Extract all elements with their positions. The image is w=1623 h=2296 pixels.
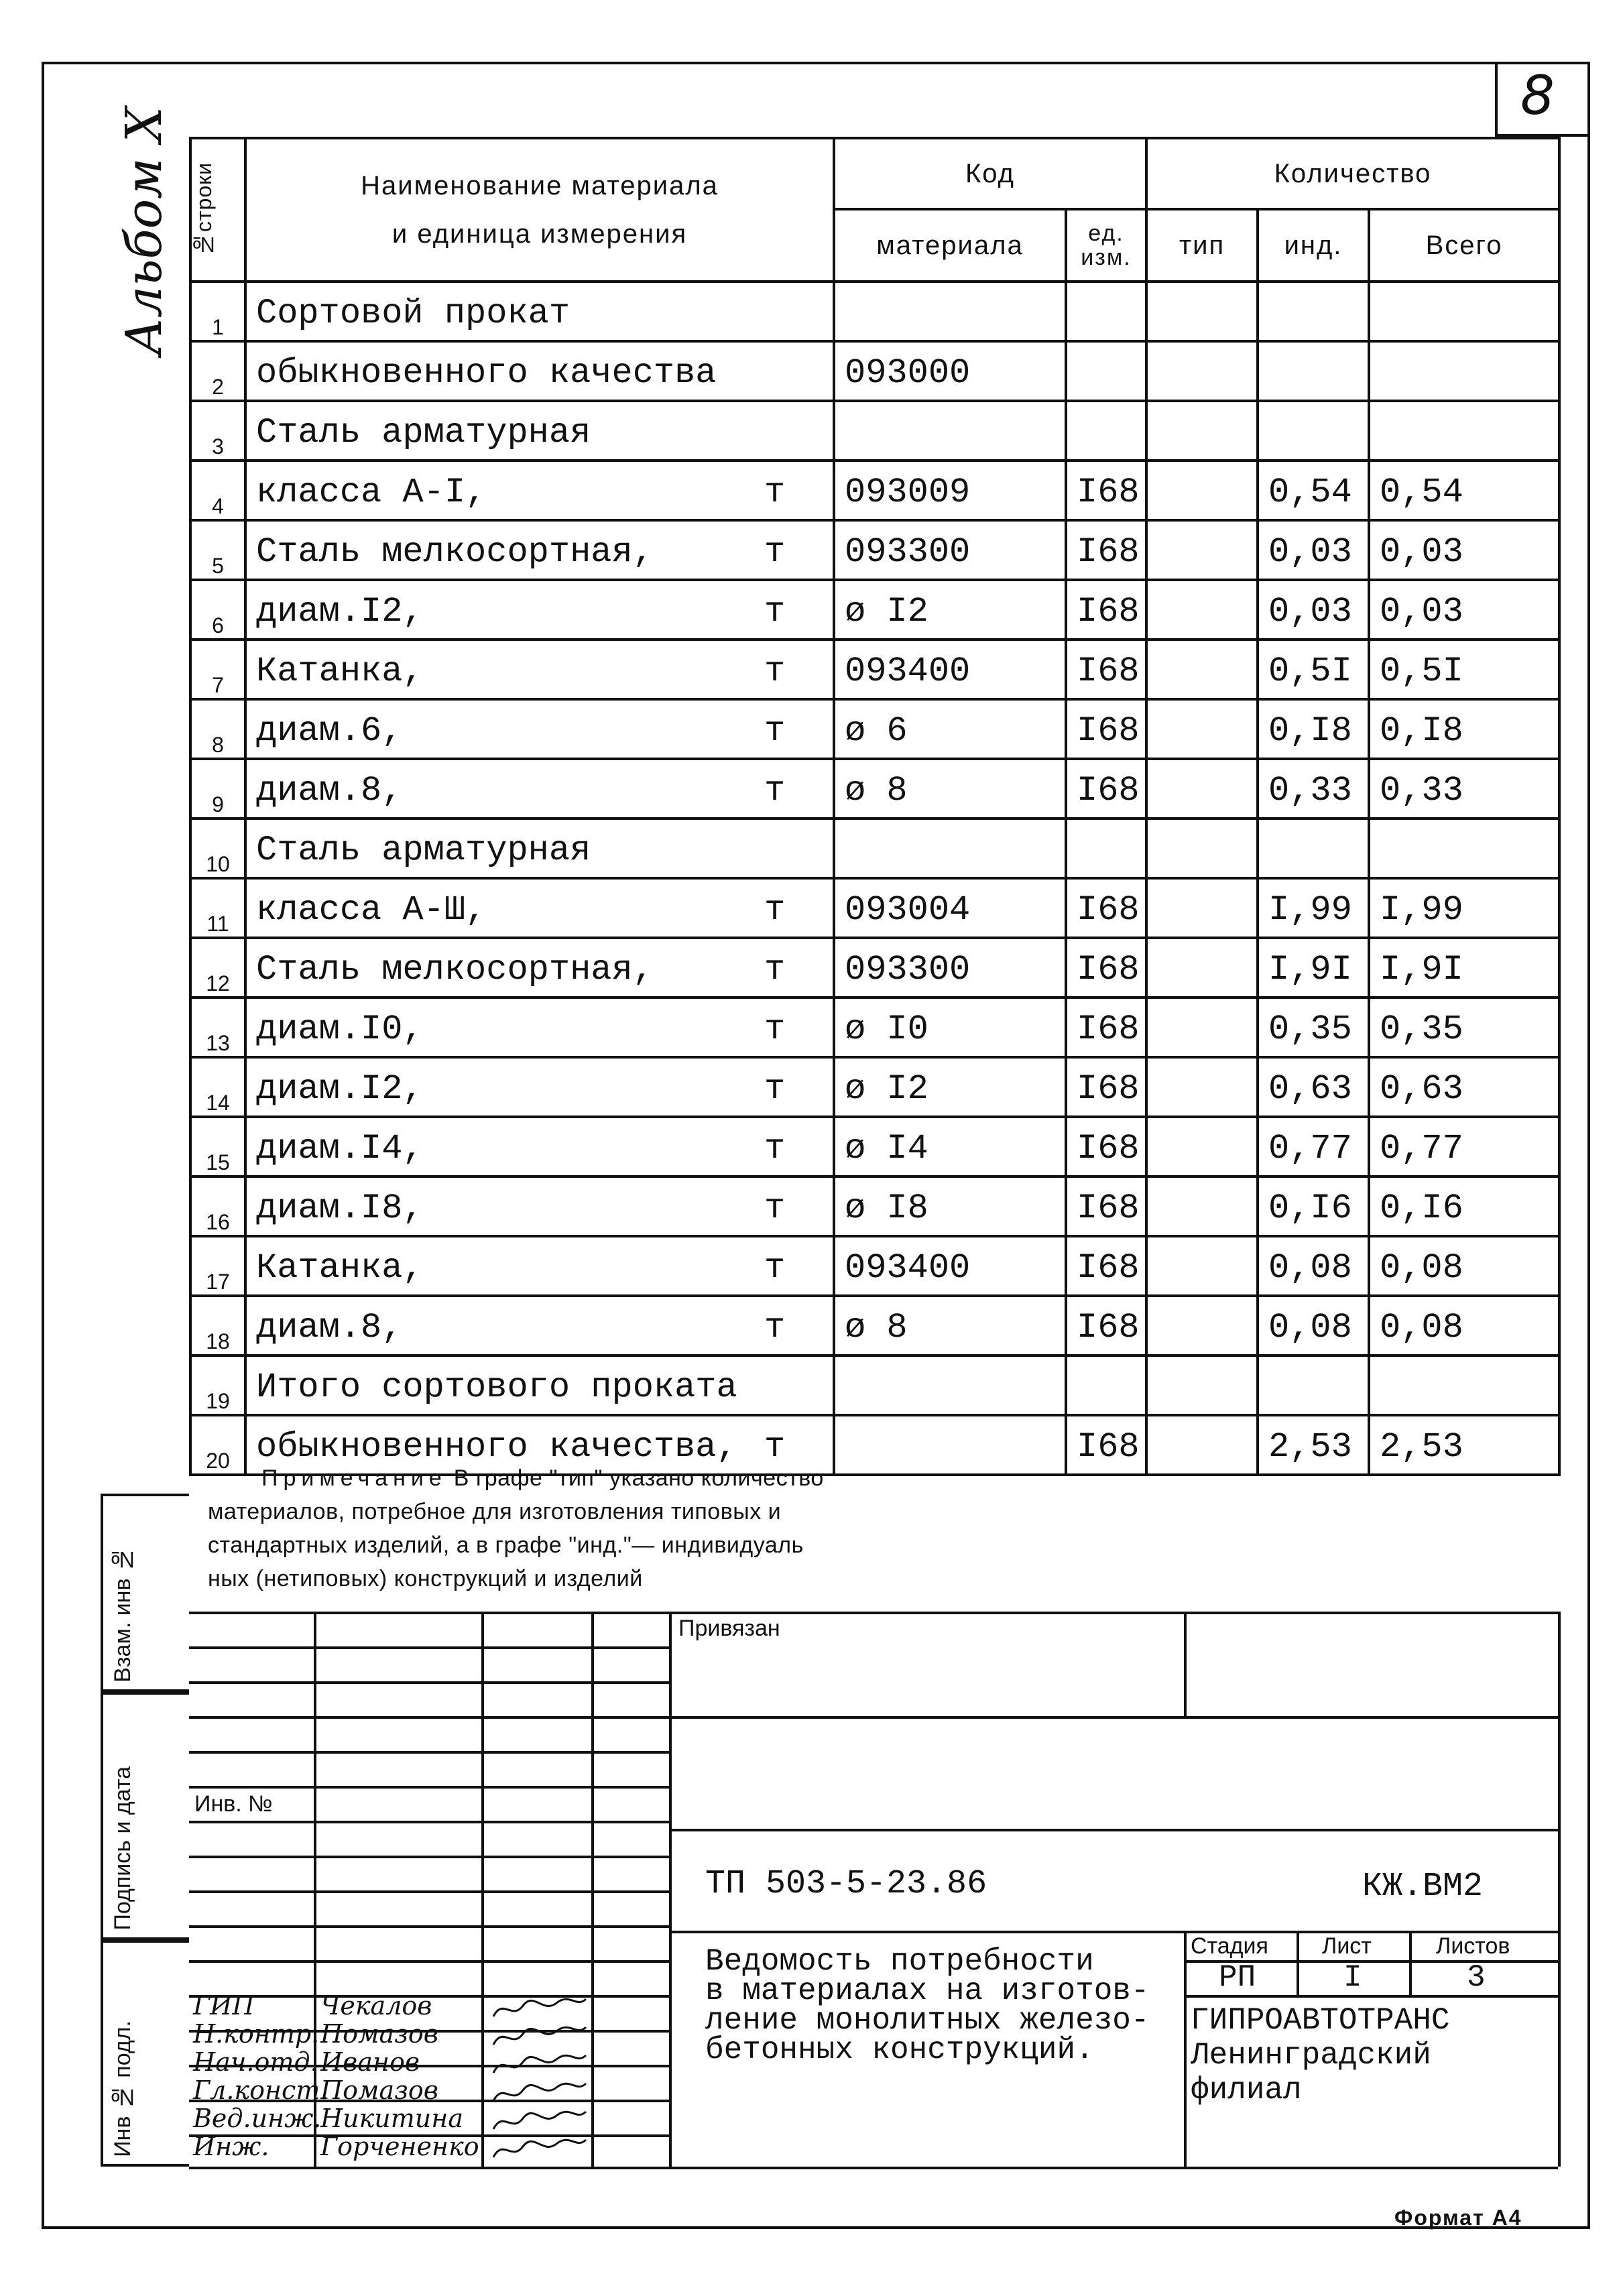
table-row bbox=[190, 938, 1559, 998]
row-total bbox=[1369, 401, 1559, 461]
row-name: диам.I4, bbox=[245, 1117, 755, 1176]
row-unit: т bbox=[755, 1415, 834, 1475]
row-code bbox=[834, 401, 1066, 461]
stamp-col-2 bbox=[481, 1612, 484, 2167]
signature-mark bbox=[489, 1994, 590, 2023]
sheet-label: Лист bbox=[1322, 1933, 1372, 1959]
table-row bbox=[190, 878, 1559, 938]
header-material: материала bbox=[834, 209, 1066, 282]
row-uom bbox=[1066, 341, 1146, 401]
row-total bbox=[1369, 282, 1559, 341]
format-label: Формат А4 bbox=[1394, 2206, 1522, 2230]
row-uom: I68 bbox=[1066, 759, 1146, 819]
row-unit: т bbox=[755, 1057, 834, 1117]
row-name: диам.6, bbox=[245, 699, 755, 759]
table-row bbox=[190, 461, 1559, 520]
row-ind: 0,63 bbox=[1258, 1057, 1369, 1117]
stamp-sheets-divider bbox=[1409, 1931, 1412, 1995]
table-row bbox=[190, 401, 1559, 461]
row-uom: I68 bbox=[1066, 1296, 1146, 1355]
signer-role: Нач.отд. bbox=[193, 2047, 318, 2077]
row-code: 093009 bbox=[834, 461, 1066, 520]
sheets-value: 3 bbox=[1467, 1960, 1486, 1995]
row-code: 093400 bbox=[834, 640, 1066, 699]
row-unit: т bbox=[755, 1176, 834, 1236]
row-ind: I,9I bbox=[1258, 938, 1369, 998]
row-total: 0,08 bbox=[1369, 1236, 1559, 1296]
row-total: 0,I8 bbox=[1369, 699, 1559, 759]
header-type: тип bbox=[1146, 209, 1258, 282]
table-row bbox=[190, 1117, 1559, 1176]
row-total: 0,03 bbox=[1369, 520, 1559, 580]
header-name bbox=[245, 138, 834, 282]
note-line3: стандартных изделий, а в графе "инд."— индивидуаль bbox=[208, 1532, 804, 1558]
row-name: диам.8, bbox=[245, 759, 755, 819]
row-unit: т bbox=[755, 461, 834, 520]
row-ind bbox=[1258, 282, 1369, 341]
row-ind: 0,54 bbox=[1258, 461, 1369, 520]
row-number: 11 bbox=[190, 878, 245, 938]
header-quantity: Количество bbox=[1146, 138, 1559, 209]
side-podpis bbox=[101, 1692, 189, 1940]
row-total: 0,03 bbox=[1369, 580, 1559, 640]
row-total: 0,77 bbox=[1369, 1117, 1559, 1176]
row-ind bbox=[1258, 341, 1369, 401]
row-name: класса А-I, bbox=[245, 461, 755, 520]
row-number: 3 bbox=[190, 401, 245, 461]
row-name: Сталь арматурная bbox=[245, 401, 755, 461]
row-unit bbox=[755, 1355, 834, 1415]
stamp-row bbox=[189, 1716, 669, 1719]
row-code: 093300 bbox=[834, 938, 1066, 998]
header-ind: инд. bbox=[1258, 209, 1369, 282]
inv-no-label: Инв. № bbox=[194, 1791, 273, 1817]
row-unit: т bbox=[755, 1236, 834, 1296]
row-name: диам.I8, bbox=[245, 1176, 755, 1236]
row-uom: I68 bbox=[1066, 520, 1146, 580]
sheet-value: I bbox=[1343, 1960, 1362, 1995]
row-ind bbox=[1258, 1355, 1369, 1415]
stamp-stage-row2 bbox=[1184, 1995, 1558, 1998]
row-code: ø I4 bbox=[834, 1117, 1066, 1176]
row-type bbox=[1146, 819, 1258, 878]
signer-role: Инж. bbox=[193, 2132, 269, 2161]
row-number: 7 bbox=[190, 640, 245, 699]
signature-mark bbox=[489, 2134, 590, 2164]
note bbox=[208, 1461, 1012, 1595]
row-name: Сталь мелкосортная, bbox=[245, 520, 755, 580]
stamp-row bbox=[189, 1925, 669, 1928]
row-number: 12 bbox=[190, 938, 245, 998]
row-code: ø 8 bbox=[834, 759, 1066, 819]
sheets-label: Листов bbox=[1436, 1933, 1510, 1959]
row-code bbox=[834, 282, 1066, 341]
row-unit: т bbox=[755, 580, 834, 640]
row-number: 17 bbox=[190, 1236, 245, 1296]
row-ind bbox=[1258, 819, 1369, 878]
doc-mark: КЖ.ВМ2 bbox=[1362, 1868, 1484, 1906]
title-block bbox=[189, 1612, 1558, 2167]
row-name: диам.I0, bbox=[245, 998, 755, 1057]
row-code: ø I8 bbox=[834, 1176, 1066, 1236]
row-type bbox=[1146, 998, 1258, 1057]
row-uom: I68 bbox=[1066, 1057, 1146, 1117]
row-number: 1 bbox=[190, 282, 245, 341]
row-total: 2,53 bbox=[1369, 1415, 1559, 1475]
row-type bbox=[1146, 699, 1258, 759]
signature-mark bbox=[489, 2022, 590, 2051]
stamp-col-3 bbox=[591, 1612, 594, 2167]
row-total: 0,08 bbox=[1369, 1296, 1559, 1355]
row-code: ø 8 bbox=[834, 1296, 1066, 1355]
stamp-right-line2 bbox=[669, 1829, 1558, 1831]
side-inv bbox=[101, 1940, 189, 2167]
table-row bbox=[190, 1236, 1559, 1296]
row-type bbox=[1146, 401, 1258, 461]
note-line2: материалов, потребное для изготовления типовых и bbox=[208, 1499, 782, 1524]
row-type bbox=[1146, 282, 1258, 341]
row-uom: I68 bbox=[1066, 1236, 1146, 1296]
row-number: 18 bbox=[190, 1296, 245, 1355]
table-row bbox=[190, 1057, 1559, 1117]
stamp-sheet-divider bbox=[1297, 1931, 1299, 1995]
side-vzam-label: Взам. инв № bbox=[110, 1547, 135, 1683]
signer-name: Помазов bbox=[320, 2019, 438, 2049]
doc-title-line4: бетонных конструкций. bbox=[705, 2033, 1094, 2067]
row-uom: I68 bbox=[1066, 1117, 1146, 1176]
row-unit: т bbox=[755, 699, 834, 759]
row-total bbox=[1369, 1355, 1559, 1415]
signature-mark bbox=[489, 2050, 590, 2079]
row-total: I,9I bbox=[1369, 938, 1559, 998]
row-unit: т bbox=[755, 938, 834, 998]
row-total: 0,63 bbox=[1369, 1057, 1559, 1117]
sheet-number: 8 bbox=[1520, 64, 1555, 127]
row-number: 10 bbox=[190, 819, 245, 878]
stamp-right-edge bbox=[1558, 1612, 1561, 2167]
row-number: 9 bbox=[190, 759, 245, 819]
row-code bbox=[834, 1355, 1066, 1415]
row-ind: 0,08 bbox=[1258, 1236, 1369, 1296]
row-ind: 0,33 bbox=[1258, 759, 1369, 819]
doc-code: ТП 503-5-23.86 bbox=[705, 1865, 987, 1903]
row-name: Итого сортового проката bbox=[245, 1355, 755, 1415]
row-code: ø I0 bbox=[834, 998, 1066, 1057]
table-row bbox=[190, 1296, 1559, 1355]
row-ind: 0,I6 bbox=[1258, 1176, 1369, 1236]
stamp-row bbox=[189, 1890, 669, 1893]
row-uom: I68 bbox=[1066, 938, 1146, 998]
privyazan-divider bbox=[1184, 1612, 1187, 1716]
row-uom: I68 bbox=[1066, 878, 1146, 938]
row-uom: I68 bbox=[1066, 1176, 1146, 1236]
row-name: Сортовой прокат bbox=[245, 282, 755, 341]
row-unit bbox=[755, 819, 834, 878]
table-row bbox=[190, 640, 1559, 699]
row-uom: I68 bbox=[1066, 580, 1146, 640]
header-row-no bbox=[190, 138, 245, 282]
table-row bbox=[190, 1355, 1559, 1415]
stamp-row bbox=[189, 1960, 669, 1963]
stamp-row bbox=[189, 1751, 669, 1754]
signature-mark bbox=[489, 2106, 590, 2136]
privyazan-label: Привязан bbox=[678, 1616, 780, 1641]
stamp-col-4 bbox=[669, 1612, 672, 2167]
row-number: 20 bbox=[190, 1415, 245, 1475]
header-unit: ед. изм. bbox=[1066, 209, 1146, 282]
row-unit bbox=[755, 282, 834, 341]
row-unit bbox=[755, 341, 834, 401]
row-name: диам.8, bbox=[245, 1296, 755, 1355]
row-ind: I,99 bbox=[1258, 878, 1369, 938]
signer-name: Чекалов bbox=[320, 1991, 432, 2020]
row-code bbox=[834, 819, 1066, 878]
row-type bbox=[1146, 938, 1258, 998]
row-type bbox=[1146, 1355, 1258, 1415]
stage-value: РП bbox=[1219, 1960, 1256, 1995]
row-type bbox=[1146, 580, 1258, 640]
row-number: 4 bbox=[190, 461, 245, 520]
row-unit: т bbox=[755, 1296, 834, 1355]
doc-title-line1: Ведомость потребности bbox=[705, 1944, 1094, 1979]
row-total bbox=[1369, 341, 1559, 401]
row-total bbox=[1369, 819, 1559, 878]
table-row bbox=[190, 819, 1559, 878]
row-uom bbox=[1066, 282, 1146, 341]
table-row bbox=[190, 1176, 1559, 1236]
org-line3: филиал bbox=[1191, 2073, 1302, 2108]
table-row bbox=[190, 759, 1559, 819]
row-code: 093000 bbox=[834, 341, 1066, 401]
signer-name: Помазов bbox=[320, 2075, 438, 2105]
signer-name: Горчененко bbox=[320, 2132, 479, 2161]
row-ind: 2,53 bbox=[1258, 1415, 1369, 1475]
table-row bbox=[190, 699, 1559, 759]
row-code: 093300 bbox=[834, 520, 1066, 580]
org-line1: ГИПРОАВТОТРАНС bbox=[1191, 2003, 1450, 2038]
row-code: ø I2 bbox=[834, 1057, 1066, 1117]
signer-name: Никитина bbox=[320, 2104, 463, 2133]
row-type bbox=[1146, 1415, 1258, 1475]
row-uom: I68 bbox=[1066, 1415, 1146, 1475]
row-name: Сталь арматурная bbox=[245, 819, 755, 878]
signer-name: Иванов bbox=[320, 2047, 420, 2077]
row-name: диам.I2, bbox=[245, 580, 755, 640]
stage-label: Стадия bbox=[1191, 1933, 1268, 1959]
row-unit: т bbox=[755, 1117, 834, 1176]
signer-role: Н.контр. bbox=[193, 2019, 320, 2049]
side-podpis-label: Подпись и дата bbox=[110, 1766, 135, 1931]
organization bbox=[1191, 2003, 1449, 2108]
signer-role: Гл.конст. bbox=[193, 2075, 328, 2105]
header-row-no-text: №строки bbox=[192, 162, 216, 257]
header-code: Код bbox=[834, 138, 1146, 209]
stamp-row bbox=[189, 1646, 669, 1649]
row-type bbox=[1146, 1236, 1258, 1296]
row-ind: 0,35 bbox=[1258, 998, 1369, 1057]
materials-table bbox=[189, 137, 1561, 1476]
row-name: Катанка, bbox=[245, 1236, 755, 1296]
signature-mark bbox=[489, 2078, 590, 2108]
stamp-stage-divider bbox=[1184, 1931, 1187, 2167]
row-uom bbox=[1066, 1355, 1146, 1415]
row-code: ø 6 bbox=[834, 699, 1066, 759]
row-unit: т bbox=[755, 640, 834, 699]
album-label: Альбом Ⅹ bbox=[115, 107, 173, 355]
row-name: Катанка, bbox=[245, 640, 755, 699]
side-vzam bbox=[101, 1494, 189, 1692]
row-type bbox=[1146, 1057, 1258, 1117]
note-title: Примечание bbox=[261, 1465, 447, 1491]
note-line4: ных (нетиповых) конструкций и изделий bbox=[208, 1566, 643, 1591]
row-number: 5 bbox=[190, 520, 245, 580]
row-number: 15 bbox=[190, 1117, 245, 1176]
row-number: 19 bbox=[190, 1355, 245, 1415]
row-total: 0,33 bbox=[1369, 759, 1559, 819]
row-type bbox=[1146, 341, 1258, 401]
stamp-bottom-line bbox=[189, 2167, 1558, 2169]
row-number: 6 bbox=[190, 580, 245, 640]
row-type bbox=[1146, 1176, 1258, 1236]
row-type bbox=[1146, 1117, 1258, 1176]
stamp-row bbox=[189, 1786, 669, 1789]
stamp-row bbox=[189, 1821, 669, 1823]
row-number: 14 bbox=[190, 1057, 245, 1117]
row-ind: 0,03 bbox=[1258, 520, 1369, 580]
row-number: 13 bbox=[190, 998, 245, 1057]
row-uom: I68 bbox=[1066, 640, 1146, 699]
org-line2: Ленинградский bbox=[1191, 2038, 1431, 2073]
row-type bbox=[1146, 759, 1258, 819]
table-row bbox=[190, 341, 1559, 401]
row-unit: т bbox=[755, 759, 834, 819]
row-unit: т bbox=[755, 878, 834, 938]
row-uom bbox=[1066, 401, 1146, 461]
table-row bbox=[190, 580, 1559, 640]
row-name: обыкновенного качества, bbox=[245, 1415, 755, 1475]
row-name: диам.I2, bbox=[245, 1057, 755, 1117]
row-total: 0,54 bbox=[1369, 461, 1559, 520]
row-unit: т bbox=[755, 520, 834, 580]
stamp-right-line1 bbox=[669, 1716, 1558, 1719]
header-name-line2: и единица измерения bbox=[392, 219, 688, 249]
row-type bbox=[1146, 461, 1258, 520]
row-code: 093400 bbox=[834, 1236, 1066, 1296]
row-total: 0,35 bbox=[1369, 998, 1559, 1057]
stamp-row bbox=[189, 1681, 669, 1684]
row-total: 0,I6 bbox=[1369, 1176, 1559, 1236]
row-name: класса А-Ш, bbox=[245, 878, 755, 938]
row-type bbox=[1146, 520, 1258, 580]
row-total: I,99 bbox=[1369, 878, 1559, 938]
stamp-right-line3 bbox=[669, 1931, 1558, 1933]
row-ind bbox=[1258, 401, 1369, 461]
table-row bbox=[190, 520, 1559, 580]
row-uom: I68 bbox=[1066, 461, 1146, 520]
row-ind: 0,03 bbox=[1258, 580, 1369, 640]
header-total: Всего bbox=[1369, 209, 1559, 282]
row-ind: 0,5I bbox=[1258, 640, 1369, 699]
note-line1: В графе "тип" указано количество bbox=[446, 1465, 824, 1491]
row-type bbox=[1146, 878, 1258, 938]
materials-table-body bbox=[190, 282, 1559, 1475]
row-ind: 0,I8 bbox=[1258, 699, 1369, 759]
row-code: ø I2 bbox=[834, 580, 1066, 640]
table-row bbox=[190, 282, 1559, 341]
stamp-top-line bbox=[189, 1612, 1558, 1614]
row-unit: т bbox=[755, 998, 834, 1057]
row-type bbox=[1146, 1296, 1258, 1355]
row-total: 0,5I bbox=[1369, 640, 1559, 699]
header-name-line1: Наименование материала bbox=[361, 171, 719, 200]
row-ind: 0,77 bbox=[1258, 1117, 1369, 1176]
row-code: 093004 bbox=[834, 878, 1066, 938]
doc-title-line2: в материалах на изготов- bbox=[705, 1974, 1150, 2008]
row-uom: I68 bbox=[1066, 699, 1146, 759]
doc-title bbox=[705, 1944, 1150, 2067]
table-row bbox=[190, 998, 1559, 1057]
doc-title-line3: ление монолитных железо- bbox=[705, 2003, 1150, 2038]
row-unit bbox=[755, 401, 834, 461]
stamp-row bbox=[189, 1856, 669, 1858]
row-number: 8 bbox=[190, 699, 245, 759]
side-inv-label: Инв № подл. bbox=[110, 2020, 135, 2157]
signer-role: ГИП bbox=[193, 1991, 255, 2020]
row-type bbox=[1146, 640, 1258, 699]
row-uom: I68 bbox=[1066, 998, 1146, 1057]
row-name: Сталь мелкосортная, bbox=[245, 938, 755, 998]
row-number: 2 bbox=[190, 341, 245, 401]
row-uom bbox=[1066, 819, 1146, 878]
row-number: 16 bbox=[190, 1176, 245, 1236]
row-name: обыкновенного качества bbox=[245, 341, 755, 401]
signer-role: Вед.инж. bbox=[193, 2104, 322, 2133]
row-ind: 0,08 bbox=[1258, 1296, 1369, 1355]
